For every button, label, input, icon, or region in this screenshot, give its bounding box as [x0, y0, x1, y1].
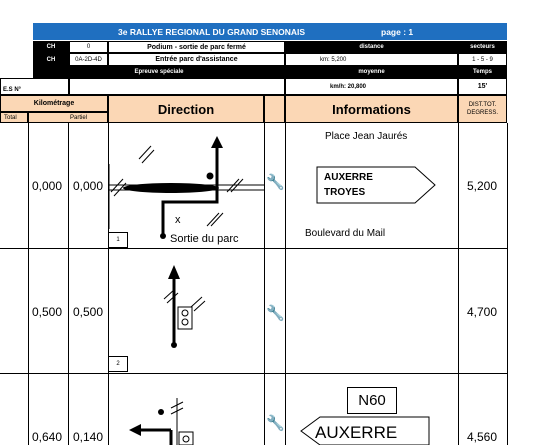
secteurs-label: secteurs — [458, 41, 507, 53]
row1-partiel: 0,000 — [73, 179, 104, 193]
epreuve-label: Epreuve spéciale — [33, 66, 285, 78]
wrench-icon[interactable]: 🔧 — [266, 305, 285, 322]
row2-direction-diagram — [109, 249, 264, 373]
row2-dist: 4,700 — [467, 305, 498, 319]
row1-note: Sortie du parc — [170, 233, 239, 245]
row3-direction-diagram — [109, 374, 264, 445]
total-header: Total — [0, 112, 28, 123]
es-number-label: E.S N° — [0, 78, 69, 95]
grid-line — [28, 123, 29, 445]
row3-dist: 4,560 — [467, 430, 498, 444]
degress-label: DEGRESS. — [466, 110, 498, 116]
row2-partiel: 0,500 — [73, 305, 104, 319]
kilometrage-header: Kilométrage — [0, 95, 108, 112]
page-number: page : 1 — [381, 26, 414, 37]
row3-total: 0,640 — [32, 430, 63, 444]
grid-line — [507, 123, 508, 445]
tool-header — [264, 95, 285, 123]
row1-number-box: 1 — [108, 232, 128, 248]
ch-label-2: CH — [33, 53, 69, 66]
informations-header: Informations — [285, 95, 458, 123]
moyenne-value: km/h: 20,800 — [285, 78, 458, 95]
row1-sign-text — [324, 170, 373, 200]
grid-line — [458, 123, 459, 445]
row1-info-bottom: Boulevard du Mail — [305, 228, 386, 239]
moyenne-label: moyenne — [285, 66, 458, 78]
es-number-value — [69, 78, 285, 95]
row2-total: 0,500 — [32, 305, 63, 319]
temps-value: 15' — [458, 78, 507, 95]
ch-code-1: 0 — [69, 41, 108, 53]
title-bar — [33, 23, 507, 40]
row1-info-top: Place Jean Jaurés — [325, 131, 408, 142]
dist-tot-header — [458, 95, 507, 123]
ch-code-2: 0A-2D-4D — [69, 53, 108, 66]
rally-title: 3e RALLYE REGIONAL DU GRAND SENONAIS — [118, 26, 306, 37]
partiel-header: Partiel — [28, 112, 108, 123]
svg-text:x: x — [175, 214, 181, 226]
row2-number-box: 2 — [108, 356, 128, 372]
distance-value: km: 5,200 — [285, 53, 458, 66]
row1-sign-line1: AUXERRE — [324, 172, 373, 183]
row3-partiel: 0,140 — [73, 430, 104, 444]
ch-description-1: Podium - sortie de parc fermé — [108, 41, 285, 53]
ch-description-2: Entrée parc d'assistance — [108, 53, 285, 66]
dist-tot-label: DIST.TOT. — [468, 102, 497, 108]
grid-line — [264, 123, 265, 445]
wrench-icon[interactable]: 🔧 — [266, 415, 285, 432]
grid-line — [285, 123, 286, 445]
row1-dist: 5,200 — [467, 179, 498, 193]
row1-sign-line2: TROYES — [324, 187, 366, 198]
distance-label: distance — [285, 41, 458, 53]
row3-road-sign: N60 — [347, 387, 397, 414]
row3-sign-line1: AUXERRE — [315, 423, 398, 442]
temps-label: Temps — [458, 66, 507, 78]
wrench-icon[interactable]: 🔧 — [266, 174, 285, 191]
direction-header: Direction — [108, 95, 264, 123]
ch-label-1: CH — [33, 41, 69, 53]
row1-direction-diagram — [109, 124, 264, 248]
secteurs-value: 1 - 5 - 9 — [458, 53, 507, 66]
grid-line — [68, 123, 69, 445]
row1-total: 0,000 — [32, 179, 63, 193]
